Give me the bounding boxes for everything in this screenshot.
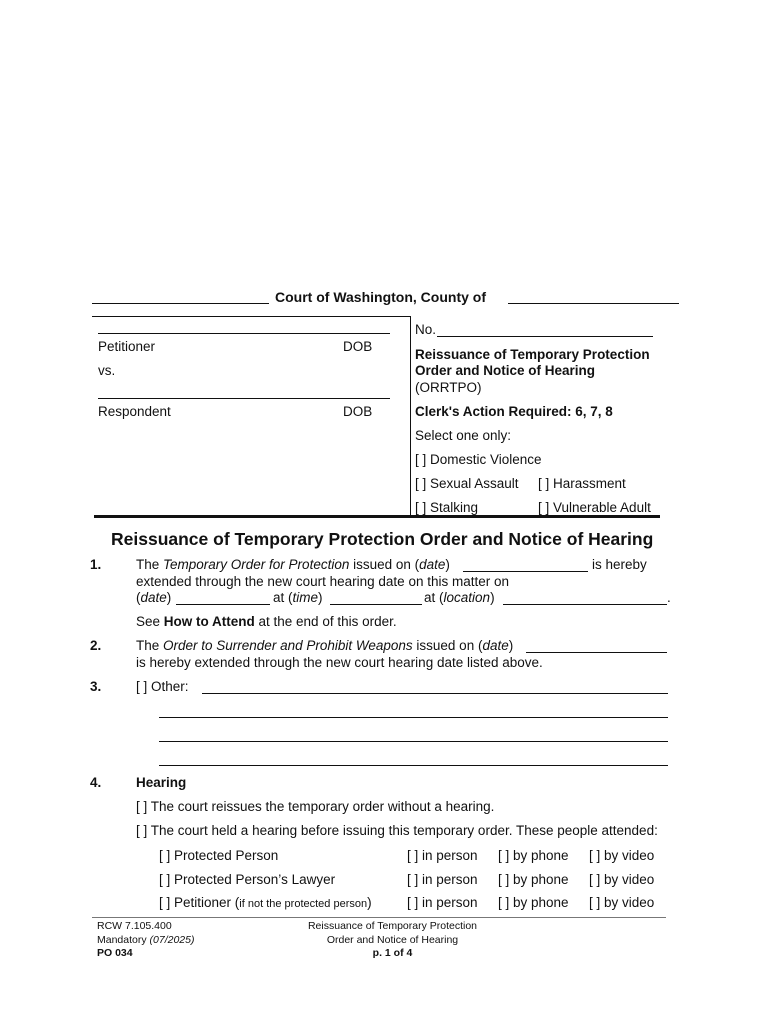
item2-text-a: The (136, 638, 164, 653)
item3-other-checkbox[interactable]: [ ] Other: (136, 679, 189, 694)
footer-title-line2: Order and Notice of Hearing (326, 934, 459, 946)
item1-hearing-time-line[interactable] (330, 604, 422, 605)
protected-person-by-phone[interactable]: [ ] by phone (498, 848, 569, 863)
caption-top-line (92, 316, 410, 317)
item1-date-label: date (419, 557, 446, 572)
petitioner-dob-label: DOB (343, 339, 373, 354)
petitioner-note: if not the protected person (239, 898, 368, 910)
footer-mandatory-date: (07/2025) (149, 934, 195, 946)
how-to-attend-ref: How to Attend (163, 614, 255, 629)
select-one-label: Select one only: (415, 428, 512, 443)
item1-text-a: The (136, 557, 164, 572)
title-rule (94, 515, 660, 518)
checkbox-vulnerable-adult[interactable]: [ ] Vulnerable Adult (538, 500, 651, 515)
item1-order-name: Temporary Order for Protection (163, 557, 350, 572)
item3-other-line2[interactable] (159, 717, 668, 718)
caption-divider (410, 316, 411, 516)
checkbox-no-hearing[interactable]: [ ] The court reissues the temporary order without a hearing. (136, 799, 495, 814)
checkbox-sexual-assault[interactable]: [ ] Sexual Assault (415, 476, 519, 491)
doc-abbrev: (ORRTPO) (415, 380, 482, 395)
item1-number: 1. (90, 557, 102, 572)
footer-mandatory-label: Mandatory (97, 934, 150, 946)
item2-line1 (136, 638, 513, 653)
county-blank-line[interactable] (92, 303, 269, 304)
checkbox-hearing-held[interactable]: [ ] The court held a hearing before issuing this temporary order. These people attended: (136, 823, 658, 838)
item1-l3-b: ) (166, 590, 172, 605)
doc-title-line1: Reissuance of Temporary Protection (415, 347, 650, 362)
footer-rcw: RCW 7.105.400 (97, 920, 172, 932)
item1-line2: extended through the new court hearing date on this matter on (136, 574, 509, 589)
item2-date-line[interactable] (526, 652, 667, 653)
item1-l3-date: date (140, 590, 167, 605)
item2-text-b: issued on ( (412, 638, 483, 653)
clerk-action: Clerk's Action Required: 6, 7, 8 (415, 404, 613, 419)
item2-text-c: ) (508, 638, 514, 653)
lawyer-by-phone[interactable]: [ ] by phone (498, 872, 569, 887)
county-name-line[interactable] (508, 303, 679, 304)
item1-see-pre: See (136, 614, 164, 629)
checkbox-protected-person[interactable]: [ ] Protected Person (159, 848, 279, 863)
checkbox-stalking[interactable]: [ ] Stalking (415, 500, 479, 515)
vs-label: vs. (98, 363, 116, 378)
checkbox-harassment[interactable]: [ ] Harassment (538, 476, 626, 491)
lawyer-in-person[interactable]: [ ] in person (407, 872, 478, 887)
checkbox-protected-person-lawyer[interactable]: [ ] Protected Person’s Lawyer (159, 872, 336, 887)
respondent-label: Respondent (98, 404, 171, 419)
item3-number: 3. (90, 679, 102, 694)
item4-number: 4. (90, 775, 102, 790)
footer-form-id: PO 034 (97, 947, 133, 959)
petitioner-by-video[interactable]: [ ] by video (589, 895, 655, 910)
item3-other-line1[interactable] (202, 693, 668, 694)
protected-person-in-person[interactable]: [ ] in person (407, 848, 478, 863)
checkbox-petitioner[interactable] (159, 895, 372, 910)
item1-location: location (443, 590, 491, 605)
footer-page-number: p. 1 of 4 (372, 947, 413, 959)
item1-see-post: at the end of this order. (254, 614, 397, 629)
item3-other-line4[interactable] (159, 765, 668, 766)
item4-heading: Hearing (136, 775, 187, 790)
item2-date-label: date (482, 638, 509, 653)
footer-rule (92, 917, 666, 918)
main-title: Reissuance of Temporary Protection Order and Notice of Hearing (111, 529, 654, 549)
item1-hearing-location-line[interactable] (503, 604, 667, 605)
petitioner-name-line[interactable] (98, 333, 390, 334)
item2-order-name: Order to Surrender and Prohibit Weapons (163, 638, 413, 653)
item1-line3 (136, 590, 171, 605)
petitioner-paren-close: ) (367, 895, 372, 910)
item1-location-label (424, 590, 495, 605)
case-number-label: No. (415, 322, 437, 337)
item1-l3-c: ) (318, 590, 323, 605)
item2-line2: is hereby extended through the new court hearing date listed above. (136, 655, 543, 670)
court-title: Court of Washington, County of (275, 289, 486, 305)
item1-see-line (136, 614, 397, 629)
item1-time-label (273, 590, 323, 605)
item2-number: 2. (90, 638, 102, 653)
lawyer-by-video[interactable]: [ ] by video (589, 872, 655, 887)
item1-issued-date-line[interactable] (463, 571, 588, 572)
respondent-dob-label: DOB (343, 404, 373, 419)
item1-period: . (667, 590, 671, 605)
doc-title-line2: Order and Notice of Hearing (415, 363, 596, 378)
petitioner-in-person[interactable]: [ ] in person (407, 895, 478, 910)
item1-line1 (136, 557, 450, 572)
footer-title-line1: Reissuance of Temporary Protection (307, 920, 478, 932)
item1-hearing-date-line[interactable] (176, 604, 270, 605)
petitioner-label: Petitioner (98, 339, 156, 354)
item1-time: time (292, 590, 319, 605)
petitioner-by-phone[interactable]: [ ] by phone (498, 895, 569, 910)
item1-at1: at ( (273, 590, 293, 605)
item1-at2: at ( (424, 590, 444, 605)
checkbox-domestic-violence[interactable]: [ ] Domestic Violence (415, 452, 542, 467)
item1-l3-a: ( (136, 590, 141, 605)
footer-mandatory (97, 934, 194, 946)
case-number-line[interactable] (437, 336, 653, 337)
item1-l3-d: ) (490, 590, 495, 605)
protected-person-by-video[interactable]: [ ] by video (589, 848, 655, 863)
respondent-name-line[interactable] (98, 398, 390, 399)
petitioner-label-text: [ ] Petitioner ( (159, 895, 240, 910)
item1-text-b: issued on ( (349, 557, 420, 572)
item3-other-line3[interactable] (159, 741, 668, 742)
item1-text-d: is hereby (592, 557, 647, 572)
item1-text-c: ) (445, 557, 450, 572)
